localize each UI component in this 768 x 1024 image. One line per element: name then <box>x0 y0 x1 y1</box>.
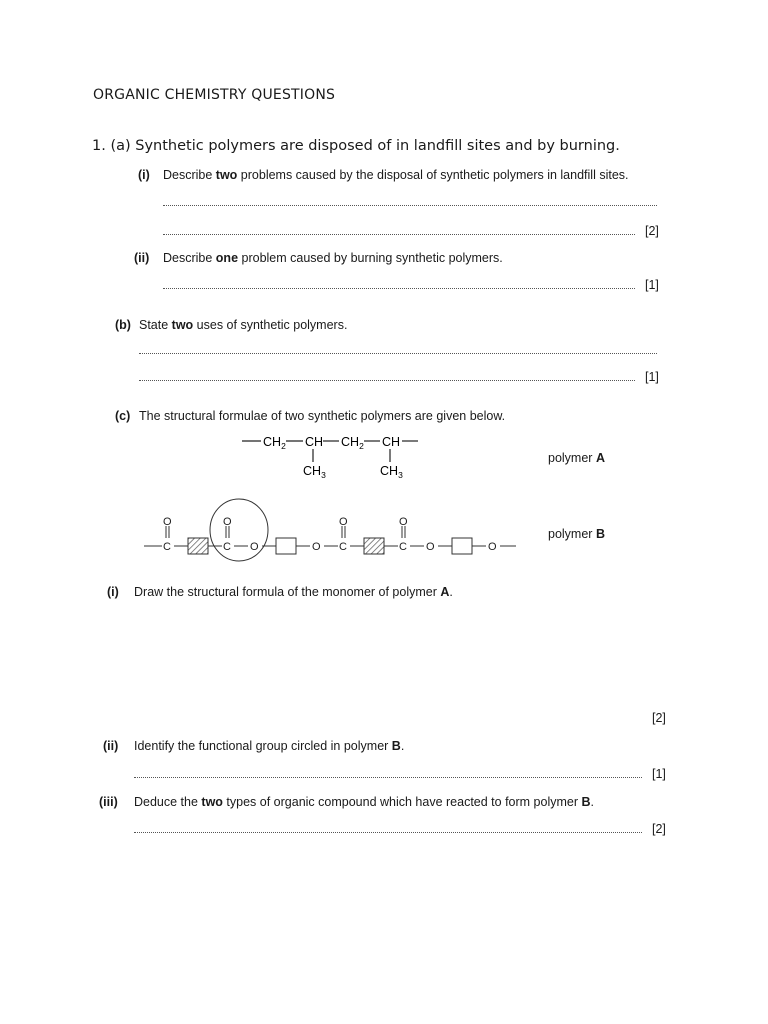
text-part: polymer <box>548 451 596 465</box>
text-part: polymer <box>548 527 596 541</box>
answer-line[interactable] <box>163 205 657 206</box>
atom-label: O <box>426 541 435 553</box>
mark-allocation: [2] <box>652 822 666 836</box>
question-number-a-ii: (ii) <box>134 251 150 265</box>
question-number-c-ii: (ii) <box>103 739 119 753</box>
polymer-a-structure <box>230 430 430 485</box>
mark-allocation: [1] <box>645 278 659 292</box>
atom-label: C <box>163 541 171 553</box>
atom-label: O <box>399 516 408 528</box>
text-emphasis: two <box>171 318 194 332</box>
question-c-text: The structural formulae of two synthetic polymers are given below. <box>139 409 506 423</box>
answer-line[interactable] <box>134 777 642 778</box>
answer-line[interactable] <box>163 234 635 235</box>
mark-allocation: [2] <box>652 711 666 725</box>
drawing-area[interactable] <box>134 604 654 704</box>
text-part: Identify the functional group circled in polymer <box>134 739 392 753</box>
question-a-ii-text <box>163 251 503 265</box>
text-part: types of organic compound which have reacted to form polymer <box>222 795 582 809</box>
question-number-c-iii: (iii) <box>99 795 118 809</box>
atom-label: O <box>163 516 172 528</box>
mark-allocation: [1] <box>652 767 666 781</box>
atom-label: O <box>488 541 497 553</box>
mark-allocation: [2] <box>645 224 659 238</box>
question-c-ii-text <box>134 739 404 753</box>
answer-line[interactable] <box>139 353 657 354</box>
answer-line[interactable] <box>134 832 642 833</box>
branch-group: $CH_3$ <box>380 464 403 480</box>
question-number-c-i: (i) <box>107 585 119 599</box>
mark-allocation: [1] <box>645 370 659 384</box>
text-part: State <box>139 318 172 332</box>
text-part: . <box>449 585 453 599</box>
text-emphasis: B <box>581 795 591 809</box>
question-a-i-text <box>163 168 629 182</box>
question-b-text <box>139 318 347 332</box>
text-part: problem caused by burning synthetic polymers. <box>238 251 503 265</box>
atom-label: O <box>223 516 232 528</box>
text-emphasis: A <box>595 451 605 465</box>
text-emphasis: two <box>201 795 223 809</box>
question-c-i-text <box>134 585 453 599</box>
text-emphasis: two <box>215 168 238 182</box>
text-part: Describe <box>163 168 216 182</box>
text-part: problems caused by the disposal of synthetic polymers in landfill sites. <box>237 168 629 182</box>
polymer-b-structure <box>138 498 523 564</box>
backbone-group: CH <box>305 435 324 449</box>
text-emphasis: A <box>440 585 450 599</box>
question-number-b: (b) <box>115 318 131 332</box>
question-c-iii-text <box>134 795 594 809</box>
text-part: . <box>590 795 594 809</box>
answer-line[interactable] <box>139 380 635 381</box>
text-part: Describe <box>163 251 216 265</box>
text-emphasis: B <box>595 527 605 541</box>
text-part: . <box>400 739 405 753</box>
question-number-c: (c) <box>115 409 131 423</box>
backbone-group: $CH_2$ <box>341 435 364 451</box>
atom-label: C <box>399 541 407 553</box>
question-number-a-i: (i) <box>138 168 150 182</box>
text-emphasis: one <box>215 251 239 265</box>
polymer-b-label <box>548 527 605 541</box>
text-emphasis: B <box>391 739 401 753</box>
atom-label: O <box>250 541 259 553</box>
page-title: ORGANIC CHEMISTRY QUESTIONS <box>93 87 336 103</box>
atom-label: O <box>312 541 321 553</box>
text-part: Deduce the <box>134 795 202 809</box>
backbone-group: CH <box>382 435 401 449</box>
atom-label: O <box>339 516 348 528</box>
answer-line[interactable] <box>163 288 635 289</box>
backbone-group: $CH_2$ <box>263 435 286 451</box>
branch-group: $CH_3$ <box>303 464 326 480</box>
atom-label: C <box>223 541 231 553</box>
text-part: uses of synthetic polymers. <box>193 318 348 332</box>
polymer-a-label <box>548 451 605 465</box>
atom-label: C <box>339 541 347 553</box>
text-part: Draw the structural formula of the monomer of polymer <box>134 585 441 599</box>
question-1a-intro: 1. (a) Synthetic polymers are disposed of in landfill sites and by burning. <box>92 138 620 154</box>
